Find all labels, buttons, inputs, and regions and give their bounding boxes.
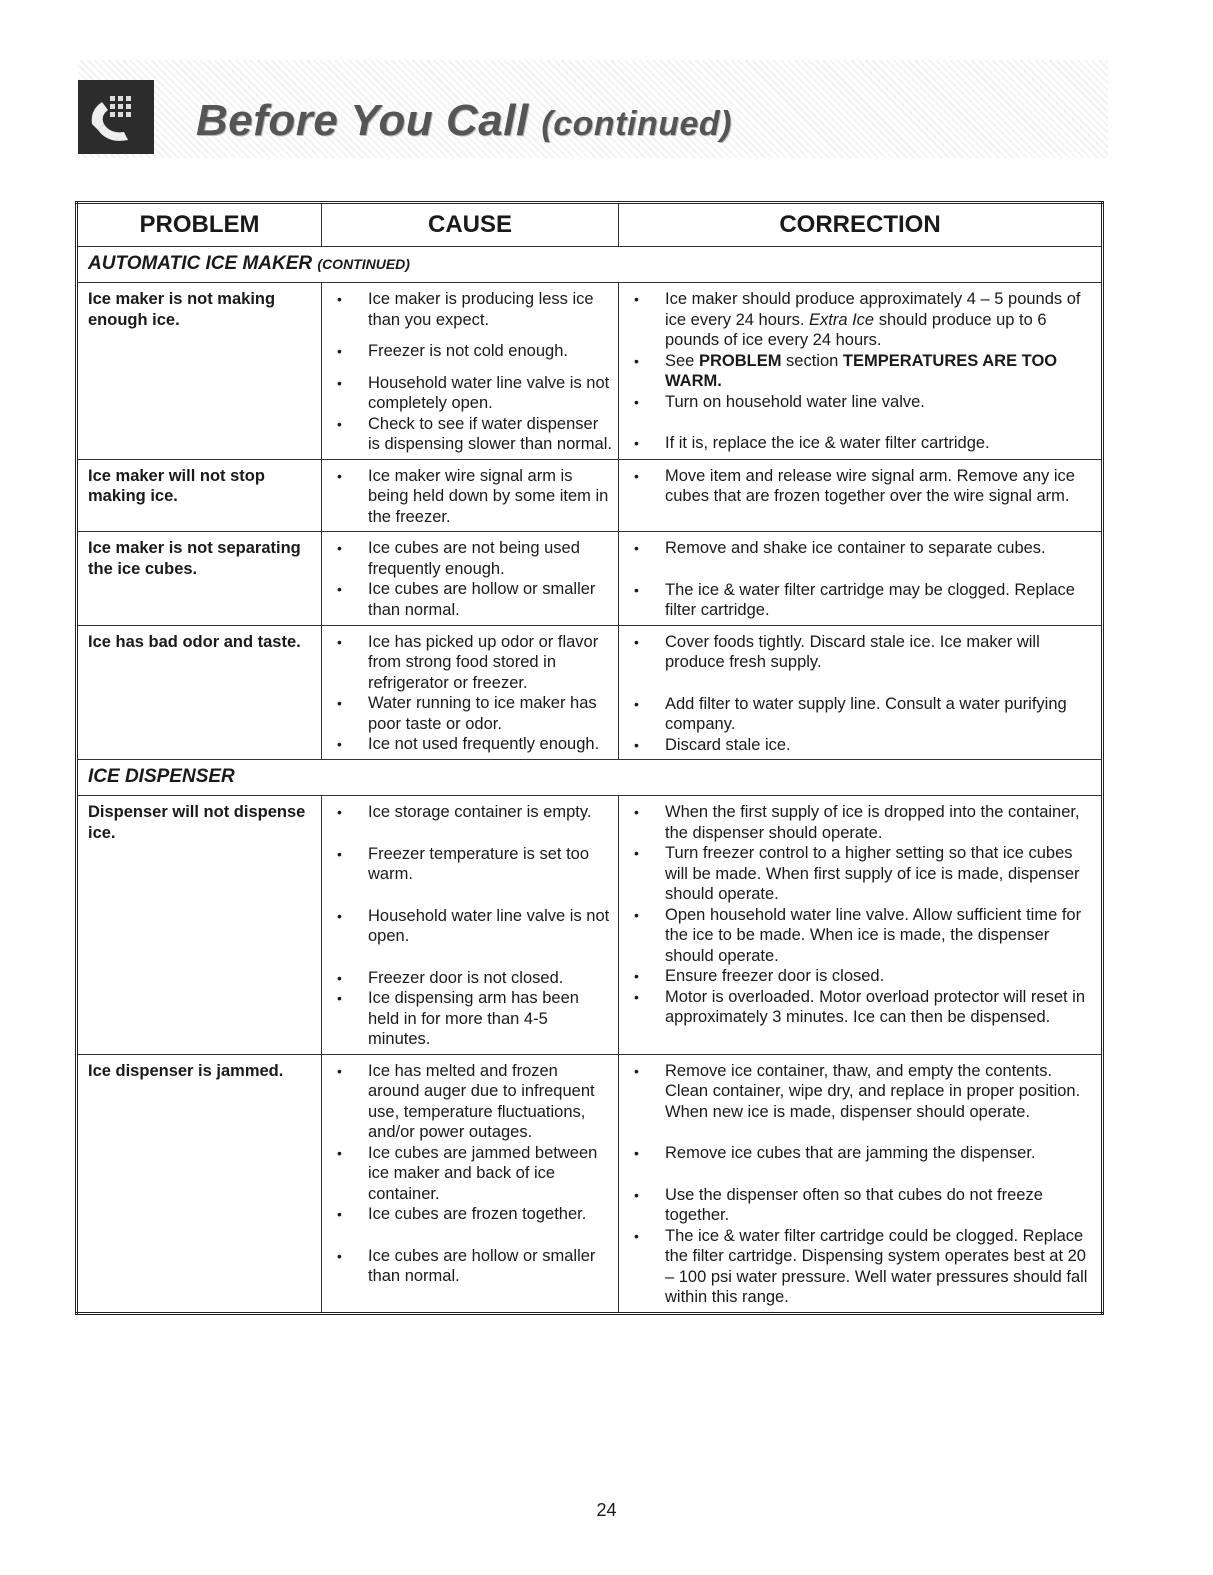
correction-item: • Turn on household water line valve. (619, 392, 1095, 413)
cause-item: • Ice cubes are hollow or smaller than normal. (322, 1246, 612, 1287)
cause-item: • Freezer temperature is set too warm. (322, 844, 612, 885)
header-correction: CORRECTION (619, 203, 1103, 247)
cause-item: • Ice has melted and frozen around auger due to infrequent use, temperature fluctuations, and/or power outages. (322, 1061, 612, 1143)
troubleshooting-table (75, 201, 1104, 1315)
header-cause: CAUSE (322, 203, 619, 247)
cause-item: • Ice not used frequently enough. (322, 734, 612, 755)
correction-item: • Use the dispenser often so that cubes do not freeze together. (619, 1185, 1095, 1226)
cause-item: • Freezer is not cold enough. (322, 341, 612, 362)
cause-cell (322, 625, 619, 760)
correction-item: • Turn freezer control to a higher setting so that ice cubes will be made. When first supply of ice is made, dispenser should operate. (619, 843, 1095, 905)
correction-item: • Cover foods tightly. Discard stale ice. Ice maker will produce fresh supply. (619, 632, 1095, 673)
telephone-icon (78, 80, 154, 154)
cause-item: • Water running to ice maker has poor taste or odor. (322, 693, 612, 734)
cause-item: • Ice cubes are frozen together. (322, 1204, 612, 1225)
cause-item: • Household water line valve is not open. (322, 906, 612, 947)
cause-item: • Ice cubes are hollow or smaller than normal. (322, 579, 612, 620)
correction-item: • Discard stale ice. (619, 735, 1095, 756)
cause-cell (322, 283, 619, 460)
correction-item: • If it is, replace the ice & water filter cartridge. (619, 433, 1095, 454)
problem-cell: Ice dispenser is jammed. (77, 1054, 322, 1313)
correction-item: • Move item and release wire signal arm. Remove any ice cubes that are frozen together over the wire signal arm. (619, 466, 1095, 507)
table-row (77, 283, 1103, 460)
header-problem: PROBLEM (77, 203, 322, 247)
correction-item: • Motor is overloaded. Motor overload protector will reset in approximately 3 minutes. Ice can then be dispensed. (619, 987, 1095, 1028)
section-row-ice-dispenser (77, 760, 1103, 796)
table-row (77, 796, 1103, 1055)
cause-cell (322, 532, 619, 626)
cause-item: • Ice cubes are not being used frequently enough. (322, 538, 612, 579)
section-title: AUTOMATIC ICE MAKER (CONTINUED) (77, 247, 1103, 283)
cause-item: • Ice has picked up odor or flavor from strong food stored in refrigerator or freezer. (322, 632, 612, 694)
cause-item: • Ice maker is producing less ice than you expect. (322, 289, 612, 330)
cause-item: • Check to see if water dispenser is dispensing slower than normal. (322, 414, 612, 455)
table-row (77, 459, 1103, 532)
section-title: ICE DISPENSER (77, 760, 1103, 796)
correction-cell (619, 796, 1103, 1055)
correction-cell (619, 1054, 1103, 1313)
correction-cell (619, 459, 1103, 532)
page-number: 24 (596, 1500, 617, 1520)
correction-cell (619, 283, 1103, 460)
problem-cell: Dispenser will not dispense ice. (77, 796, 322, 1055)
correction-item: • Remove and shake ice container to separate cubes. (619, 538, 1095, 559)
cause-item: • Household water line valve is not completely open. (322, 373, 612, 414)
cause-cell (322, 796, 619, 1055)
problem-cell: Ice has bad odor and taste. (77, 625, 322, 760)
correction-item: • Ice maker should produce approximately 4 – 5 pounds of ice every 24 hours. Extra Ice should produce up to 6 pounds of ice every 24 hours. (619, 289, 1095, 351)
table-header-row (77, 203, 1103, 247)
problem-cell: Ice maker is not separating the ice cubes. (77, 532, 322, 626)
correction-item: • Add filter to water supply line. Consult a water purifying company. (619, 694, 1095, 735)
page-title: Before You Call (continued) (196, 96, 732, 145)
correction-item: • The ice & water filter cartridge may be clogged. Replace filter cartridge. (619, 580, 1095, 621)
correction-cell (619, 532, 1103, 626)
table-row (77, 625, 1103, 760)
correction-item: • Remove ice container, thaw, and empty the contents. Clean container, wipe dry, and replace in proper position. When new ice is made, dispenser should operate. (619, 1061, 1095, 1123)
header-banner (78, 60, 1108, 158)
cause-item: • Ice storage container is empty. (322, 802, 612, 823)
problem-cell: Ice maker will not stop making ice. (77, 459, 322, 532)
correction-item: • See PROBLEM section TEMPERATURES ARE TOO WARM. (619, 351, 1095, 392)
cause-item: • Freezer door is not closed. (322, 968, 612, 989)
problem-cell: Ice maker is not making enough ice. (77, 283, 322, 460)
cause-cell (322, 1054, 619, 1313)
cause-item: • Ice dispensing arm has been held in for more than 4-5 minutes. (322, 988, 612, 1050)
correction-item: • When the first supply of ice is dropped into the container, the dispenser should operate. (619, 802, 1095, 843)
correction-item: • The ice & water filter cartridge could be clogged. Replace the filter cartridge. Dispensing system operates best at 20 – 100 psi water pressure. Well water pressures should fall within this range. (619, 1226, 1095, 1308)
correction-cell (619, 625, 1103, 760)
correction-item: • Ensure freezer door is closed. (619, 966, 1095, 987)
correction-item: • Remove ice cubes that are jamming the dispenser. (619, 1143, 1095, 1164)
table-row (77, 532, 1103, 626)
cause-cell (322, 459, 619, 532)
section-row-ice-maker (77, 247, 1103, 283)
correction-item: • Open household water line valve. Allow sufficient time for the ice to be made. When ice is made, the dispenser should operate. (619, 905, 1095, 967)
table-row (77, 1054, 1103, 1313)
cause-item: • Ice cubes are jammed between ice maker and back of ice container. (322, 1143, 612, 1205)
cause-item: • Ice maker wire signal arm is being held down by some item in the freezer. (322, 466, 612, 528)
